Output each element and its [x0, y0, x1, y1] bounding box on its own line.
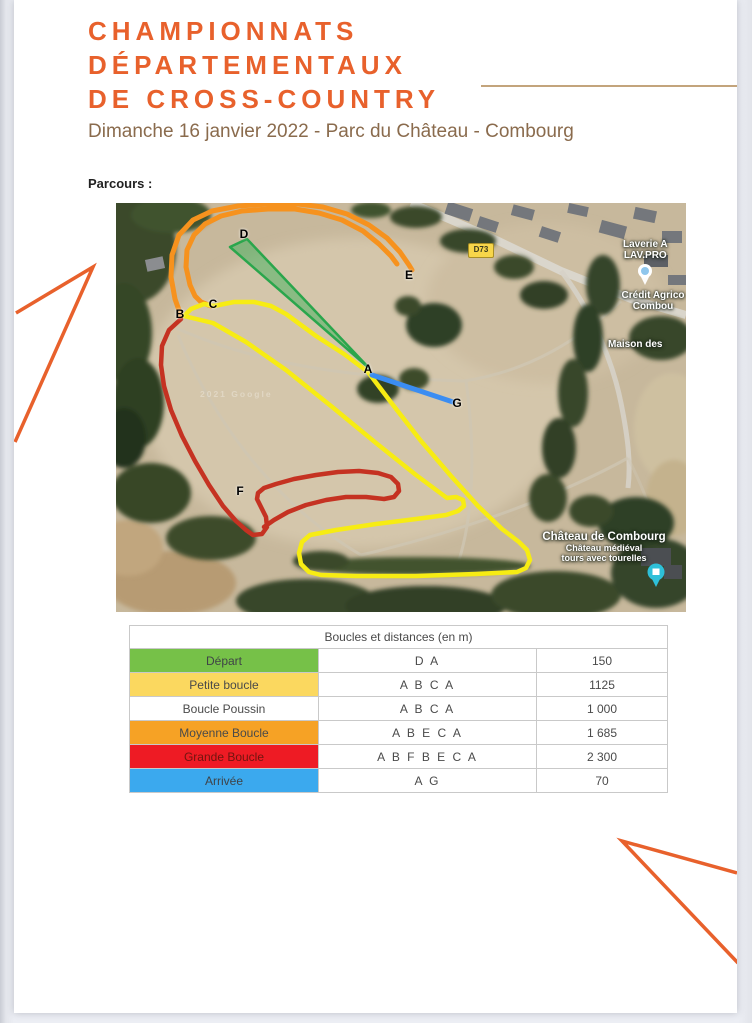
loop-distance: 150 [537, 649, 668, 673]
page-title-line-1: CHAMPIONNATS [88, 16, 359, 46]
loop-distance: 70 [537, 769, 668, 793]
map-label-laverie: Laverie A LAV.PRO [623, 239, 668, 261]
waypoint-marker-d: D [239, 227, 249, 241]
loop-name: Moyenne Boucle [179, 725, 269, 740]
table-row [130, 769, 668, 793]
loop-sequence: A B F B E C A [319, 745, 537, 769]
loop-name: Petite boucle [189, 677, 259, 692]
waypoint-marker-g: G [452, 396, 462, 410]
loop-name: Boucle Poussin [182, 701, 266, 716]
loop-sequence: D A [319, 649, 537, 673]
title-divider-line [481, 85, 737, 87]
table-row [130, 649, 668, 673]
table-row [130, 721, 668, 745]
page-title [88, 14, 440, 116]
waypoint-marker-f: F [236, 484, 244, 498]
map-label-credit-agricole: Crédit Agrico Combou [621, 290, 685, 312]
page-title-line-2: DÉPARTEMENTAUX [88, 50, 407, 80]
event-date-location: Dimanche 16 janvier 2022 - Parc du Château - Combourg [88, 121, 574, 142]
table-row [130, 745, 668, 769]
table-row [130, 697, 668, 721]
loop-distance: 2 300 [537, 745, 668, 769]
map-label-chateau: Château de Combourg Château médiéval tours avec tourelles [542, 531, 666, 563]
table-header-row [130, 626, 668, 649]
imagery-watermark: 2021 Google [200, 389, 273, 399]
waypoint-marker-a: A [363, 362, 373, 376]
zigzag-left-icon [15, 267, 93, 442]
loop-distance: 1 000 [537, 697, 668, 721]
loop-name: Départ [205, 653, 243, 668]
map-label-maison: Maison des [608, 339, 663, 350]
table-row [130, 673, 668, 697]
page-title-line-3: DE CROSS-COUNTRY [88, 84, 441, 114]
loop-sequence: A B C A [319, 673, 537, 697]
waypoint-marker-e: E [404, 268, 414, 282]
zigzag-bottom-right-icon [622, 841, 737, 963]
loop-distance: 1125 [537, 673, 668, 697]
document-page [14, 0, 737, 1013]
loop-sequence: A B C A [319, 697, 537, 721]
waypoint-marker-b: B [175, 307, 185, 321]
loop-name: Grande Boucle [183, 749, 265, 764]
waypoint-marker-c: C [208, 297, 218, 311]
loop-sequence: A G [319, 769, 537, 793]
parcours-label: Parcours : [88, 176, 153, 191]
loop-distance: 1 685 [537, 721, 668, 745]
loop-name: Arrivée [204, 773, 243, 788]
loop-sequence: A B E C A [319, 721, 537, 745]
course-map [116, 203, 686, 612]
distances-table [129, 625, 668, 793]
table-title: Boucles et distances (en m) [130, 626, 668, 649]
road-badge-d73: D73 [468, 243, 494, 258]
